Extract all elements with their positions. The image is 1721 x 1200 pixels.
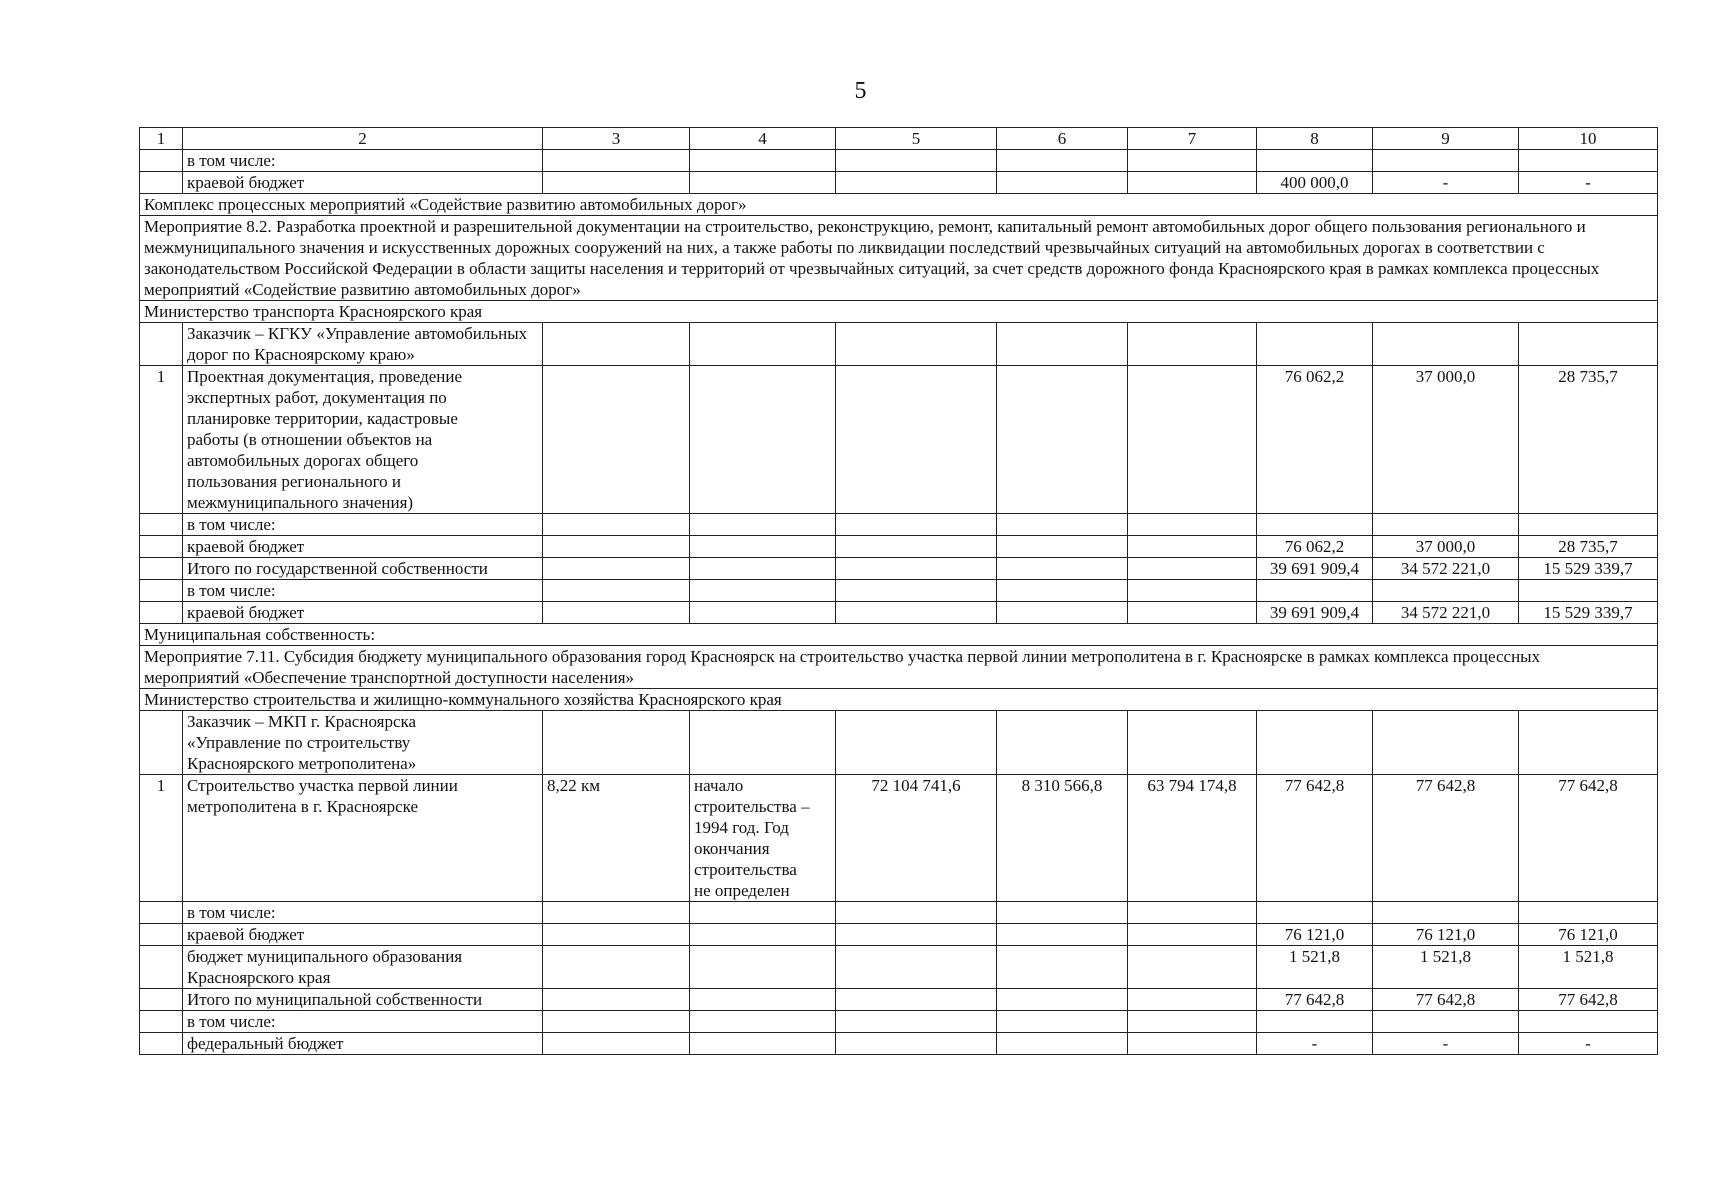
column-header: 3: [543, 128, 690, 150]
value-cell: 76 121,0: [1257, 924, 1373, 946]
value-cell: 37 000,0: [1373, 536, 1519, 558]
value-cell: 76 121,0: [1519, 924, 1658, 946]
row-label: Итого по муниципальной собственности: [183, 989, 543, 1011]
row-label: Проектная документация, проведение экспертных работ, документация по планировке территории, кадастровые работы (в отношении объектов на автомобильных дорогах общего пользования регионального и межмуниципального значения): [183, 366, 543, 514]
value-cell: 77 642,8: [1373, 775, 1519, 902]
section-row: [140, 216, 1658, 301]
measure-description: Мероприятие 8.2. Разработка проектной и разрешительной документации на строительство, реконструкцию, ремонт, капитальный ремонт автомобильных дорог общего пользования регионального и межмуниципального значения и искусственных дорожных сооружений на них, а также работы по ликвидации последствий чрезвычайных ситуаций на автомобильных дорогах в соответствии с законодательством Российской Федерации в области защиты населения и территорий от чрезвычайных ситуаций, за счет средств дорожного фонда Красноярского края в рамках комплекса процессных мероприятий «Содействие развитию автомобильных дорог»: [140, 216, 1658, 301]
column-header: 10: [1519, 128, 1658, 150]
measure-description: Мероприятие 7.11. Субсидия бюджету муниципального образования город Красноярск на строительство участка первой линии метрополитена в г. Красноярске в рамках комплекса процессных мероприятий «Обеспечение транспортной доступности населения»: [140, 646, 1658, 689]
section-title: Муниципальная собственность:: [140, 624, 1658, 646]
table-row: [140, 150, 1658, 172]
row-label: краевой бюджет: [183, 602, 543, 624]
row-label: бюджет муниципального образования Красноярского края: [183, 946, 543, 989]
value-cell: 76 121,0: [1373, 924, 1519, 946]
value-cell: 77 642,8: [1519, 989, 1658, 1011]
value-cell: 72 104 741,6: [836, 775, 997, 902]
table-row: [140, 1033, 1658, 1055]
header-row: [140, 128, 1658, 150]
value-cell: 8,22 км: [543, 775, 690, 902]
section-row: [140, 194, 1658, 216]
value-cell: 28 735,7: [1519, 366, 1658, 514]
budget-table: [139, 127, 1658, 1055]
value-cell: -: [1519, 1033, 1658, 1055]
value-cell: 77 642,8: [1257, 775, 1373, 902]
value-cell: 8 310 566,8: [997, 775, 1128, 902]
table-row: [140, 989, 1658, 1011]
section-row: [140, 624, 1658, 646]
table-row: [140, 536, 1658, 558]
section-row: [140, 689, 1658, 711]
row-number: 1: [140, 366, 183, 514]
customer-label: Заказчик – КГКУ «Управление автомобильных дорог по Красноярскому краю»: [183, 323, 543, 366]
value-cell: 77 642,8: [1373, 989, 1519, 1011]
row-label: Строительство участка первой линии метрополитена в г. Красноярске: [183, 775, 543, 902]
table-row: [140, 172, 1658, 194]
value-cell: 1 521,8: [1373, 946, 1519, 989]
value-cell: 39 691 909,4: [1257, 558, 1373, 580]
value-cell: 28 735,7: [1519, 536, 1658, 558]
row-label: федеральный бюджет: [183, 1033, 543, 1055]
page-number: 5: [854, 78, 867, 104]
section-title: Комплекс процессных мероприятий «Содействие развитию автомобильных дорог»: [140, 194, 1658, 216]
table-row: [140, 602, 1658, 624]
column-header: 4: [690, 128, 836, 150]
customer-label: Заказчик – МКП г. Красноярска «Управление по строительству Красноярского метрополитена»: [183, 711, 543, 775]
row-label: в том числе:: [183, 580, 543, 602]
row-label: в том числе:: [183, 1011, 543, 1033]
value-cell: 34 572 221,0: [1373, 602, 1519, 624]
row-label: в том числе:: [183, 150, 543, 172]
row-label: в том числе:: [183, 902, 543, 924]
table-row: [140, 1011, 1658, 1033]
value-cell: 400 000,0: [1257, 172, 1373, 194]
value-cell: 15 529 339,7: [1519, 602, 1658, 624]
column-header: 7: [1128, 128, 1257, 150]
column-header: 8: [1257, 128, 1373, 150]
table-row: [140, 366, 1658, 514]
value-cell: 76 062,2: [1257, 536, 1373, 558]
value-cell: 39 691 909,4: [1257, 602, 1373, 624]
row-label: краевой бюджет: [183, 924, 543, 946]
row-label: в том числе:: [183, 514, 543, 536]
value-cell: 76 062,2: [1257, 366, 1373, 514]
row-number: 1: [140, 775, 183, 902]
row-label: краевой бюджет: [183, 536, 543, 558]
value-cell: 63 794 174,8: [1128, 775, 1257, 902]
table-row: [140, 775, 1658, 902]
table-row: [140, 902, 1658, 924]
column-header: 6: [997, 128, 1128, 150]
value-cell: 1 521,8: [1519, 946, 1658, 989]
column-header: 1: [140, 128, 183, 150]
value-cell: 34 572 221,0: [1373, 558, 1519, 580]
value-cell: 1 521,8: [1257, 946, 1373, 989]
table-row: [140, 946, 1658, 989]
table-row: [140, 711, 1658, 775]
ministry-title: Министерство строительства и жилищно-коммунального хозяйства Красноярского края: [140, 689, 1658, 711]
value-cell: 37 000,0: [1373, 366, 1519, 514]
value-cell: 77 642,8: [1519, 775, 1658, 902]
value-cell: -: [1519, 172, 1658, 194]
value-cell: -: [1373, 1033, 1519, 1055]
ministry-title: Министерство транспорта Красноярского края: [140, 301, 1658, 323]
table-row: [140, 580, 1658, 602]
section-row: [140, 301, 1658, 323]
column-header: 9: [1373, 128, 1519, 150]
value-cell: 15 529 339,7: [1519, 558, 1658, 580]
column-header: 5: [836, 128, 997, 150]
table-row: [140, 558, 1658, 580]
table-row: [140, 924, 1658, 946]
row-label: Итого по государственной собственности: [183, 558, 543, 580]
value-cell: 77 642,8: [1257, 989, 1373, 1011]
section-row: [140, 646, 1658, 689]
row-label: краевой бюджет: [183, 172, 543, 194]
value-cell: начало строительства – 1994 год. Год окончания строительства не определен: [690, 775, 836, 902]
value-cell: -: [1373, 172, 1519, 194]
table-row: [140, 323, 1658, 366]
column-header: 2: [183, 128, 543, 150]
table-row: [140, 514, 1658, 536]
value-cell: -: [1257, 1033, 1373, 1055]
